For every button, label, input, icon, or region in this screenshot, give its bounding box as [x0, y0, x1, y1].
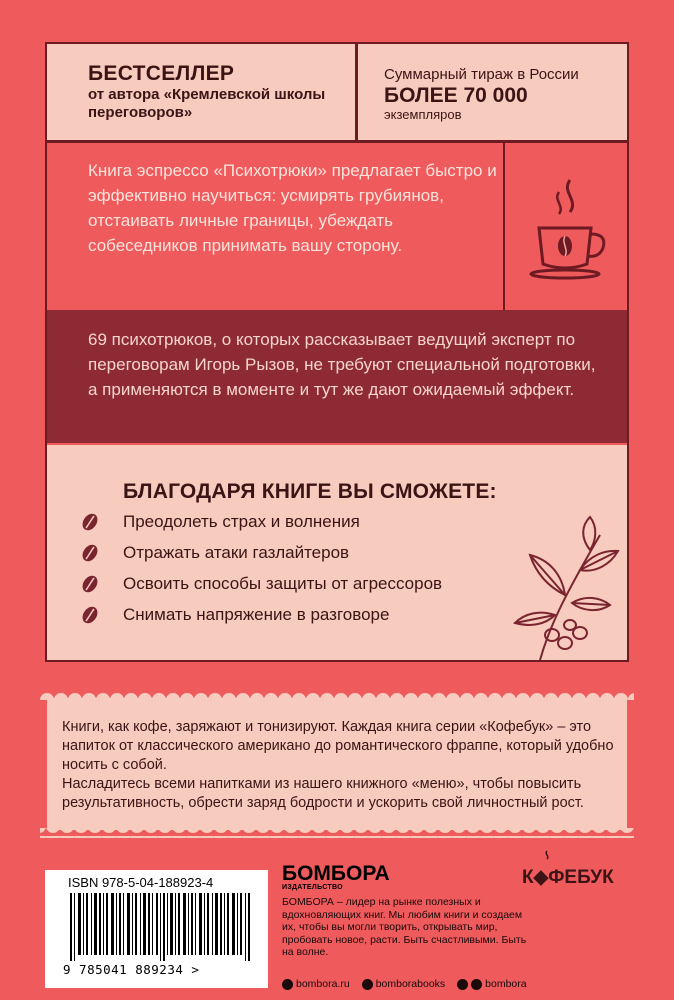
- telegram-icon: [471, 979, 482, 990]
- isbn-text: ISBN 978-5-04-188923-4: [68, 875, 214, 890]
- benefits-heading: БЛАГОДАРЯ КНИГЕ ВЫ СМОЖЕТЕ:: [123, 480, 497, 503]
- social-text: bombora: [485, 978, 527, 990]
- social-text: bomborabooks: [375, 978, 446, 990]
- series-info-text: [62, 718, 617, 813]
- coffee-branch-icon: [510, 515, 620, 660]
- barcode-digits: 9 785041 889234 >: [63, 962, 200, 977]
- barcode-bars: [70, 893, 260, 961]
- divider-vertical: [355, 44, 358, 140]
- social-text: bombora.ru: [296, 978, 350, 990]
- social-item[interactable]: [457, 978, 526, 990]
- vk-icon: [362, 979, 373, 990]
- circulation-unit: экземпляров: [384, 107, 462, 122]
- circulation-value: БОЛЕЕ 70 000: [384, 84, 528, 107]
- publisher-logo: БОМБОРА: [282, 862, 390, 885]
- series-info-p2: Насладитесь всеми напитками из нашего книжного «меню», чтобы повысить результативность, обрести заряд бодрости и ускорить свой личностный рост.: [62, 776, 584, 811]
- coffee-bean-icon: [80, 574, 100, 594]
- benefit-text: Снимать напряжение в разговоре: [123, 605, 390, 624]
- social-links: [282, 978, 527, 990]
- benefit-text: Отражать атаки газлайтеров: [123, 543, 350, 562]
- divider-horizontal: [47, 140, 627, 143]
- series-logo-cup-icon: [538, 850, 556, 866]
- benefit-text: Освоить способы защиты от агрессоров: [123, 574, 443, 593]
- bestseller-title: БЕСТСЕЛЛЕР: [88, 62, 235, 85]
- coffee-bean-icon: [80, 512, 100, 532]
- benefit-item: [80, 543, 349, 563]
- benefit-text: Преодолеть страх и волнения: [123, 512, 360, 531]
- coffee-bean-icon: [80, 543, 100, 563]
- highlight-text: 69 психотрюков, о которых рассказывает ведущий эксперт по переговорам Игорь Рызов, не требуют специальной подготовки, а применяются в моменте и тут же дают ожидаемый эффект.: [88, 330, 596, 399]
- series-logo: К◆ФЕБУК: [522, 867, 614, 888]
- series-info-p1: Книги, как кофе, заряжают и тонизируют. Каждая книга серии «Кофебук» – это напиток от классического американо до романтического фраппе, который удобно носить с собой.: [62, 719, 614, 773]
- publisher-logo-sub: ИЗДАТЕЛЬСТВО: [282, 884, 343, 891]
- benefit-item: [80, 574, 442, 594]
- circulation-label: Суммарный тираж в России: [384, 66, 579, 83]
- coffee-cup-icon: [525, 170, 615, 280]
- benefit-item: [80, 605, 389, 625]
- coffee-bean-icon: [80, 605, 100, 625]
- globe-icon: [282, 979, 293, 990]
- bestseller-subtitle: от автора «Кремлевской школы переговоров»: [88, 86, 326, 121]
- book-description: Книга эспрессо «Психотрюки» предлагает быстро и эффективно научиться: усмирять грубиянов, отстаивать личные границы, убеждать собеседников принимать вашу сторону.: [88, 161, 497, 255]
- social-item[interactable]: [362, 978, 445, 990]
- divider-vertical-cup: [503, 140, 505, 310]
- benefit-item: [80, 512, 360, 532]
- social-item[interactable]: [282, 978, 350, 990]
- publisher-about: БОМБОРА – лидер на рынке полезных и вдохновляющих книг. Мы любим книги и создаем их, чтобы вы могли творить, открывать мир, пробовать новое, расти. Быть счастливыми. Быть на волне.: [282, 896, 527, 958]
- youtube-icon: [457, 979, 468, 990]
